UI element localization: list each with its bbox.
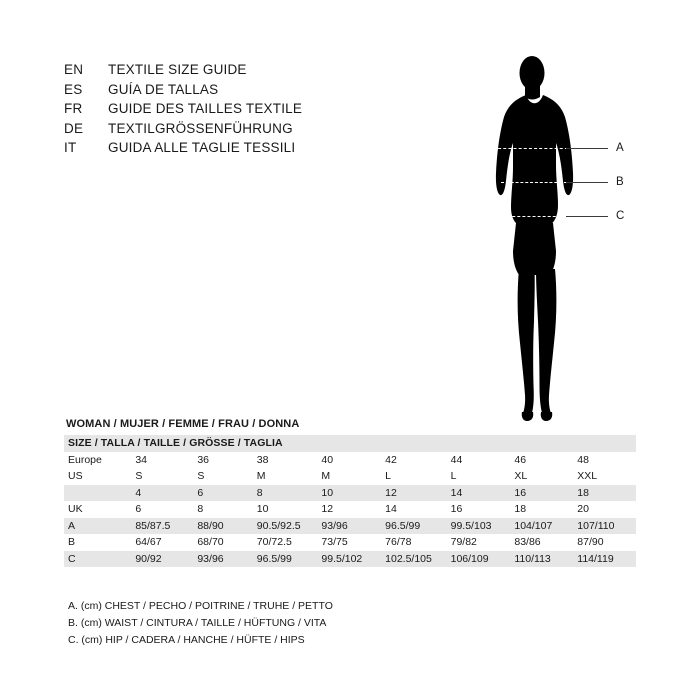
table-group-header: WOMAN / MUJER / FEMME / FRAU / DONNA: [66, 418, 300, 430]
measure-line-c: [492, 216, 576, 217]
title-language-text: GUÍA DE TALLAS: [108, 81, 219, 97]
cell: 12: [317, 501, 381, 518]
title-language-code: DE: [64, 120, 84, 136]
cell: 110/113: [510, 551, 573, 568]
cell: 106/109: [447, 551, 511, 568]
row-label: Europe: [64, 452, 131, 469]
cell: 114/119: [573, 551, 636, 568]
title-language-text: TEXTILE SIZE GUIDE: [108, 62, 247, 77]
cell: XL: [510, 468, 573, 485]
leader-line-c: [566, 216, 608, 217]
cell: 18: [573, 485, 636, 502]
legend-item-b: B. (cm) WAIST / CINTURA / TAILLE / HÜFTUNG / VITA: [68, 617, 327, 629]
size-guide-title-block: [64, 62, 464, 160]
cell: 99.5/103: [447, 518, 511, 535]
cell: 10: [253, 501, 318, 518]
row-label: UK: [64, 501, 131, 518]
table-row: [64, 501, 636, 518]
cell: 76/78: [381, 534, 446, 551]
table-row: [64, 518, 636, 535]
title-row: [64, 121, 464, 141]
cell: 12: [381, 485, 446, 502]
row-label: US: [64, 468, 131, 485]
cell: 6: [131, 501, 193, 518]
title-row: [64, 140, 464, 160]
leader-line-b: [566, 182, 608, 183]
cell: S: [193, 468, 252, 485]
cell: 90.5/92.5: [253, 518, 318, 535]
cell: 8: [193, 501, 252, 518]
cell: 96.5/99: [253, 551, 318, 568]
silhouette-svg: [470, 55, 630, 425]
title-language-code: FR: [64, 101, 83, 116]
measure-label-c: C: [616, 210, 625, 222]
size-table: [64, 435, 636, 567]
cell: 96.5/99: [381, 518, 446, 535]
cell: 42: [381, 452, 446, 469]
leader-line-a: [566, 148, 608, 149]
cell: 16: [510, 485, 573, 502]
table-row: [64, 485, 636, 502]
title-language-text: GUIDA ALLE TAGLIE TESSILI: [108, 140, 296, 155]
row-label: B: [64, 534, 131, 551]
cell: 38: [253, 452, 318, 469]
cell: 46: [510, 452, 573, 469]
cell: M: [317, 468, 381, 485]
size-table-wrapper: [64, 418, 636, 567]
cell: 93/96: [193, 551, 252, 568]
cell: 102.5/105: [381, 551, 446, 568]
cell: 64/67: [131, 534, 193, 551]
legend-item-a: A. (cm) CHEST / PECHO / POITRINE / TRUHE / PETTO: [68, 600, 333, 612]
title-language-code: ES: [64, 81, 83, 97]
cell: 73/75: [317, 534, 381, 551]
cell: 68/70: [193, 534, 252, 551]
cell: 8: [253, 485, 318, 502]
cell: 70/72.5: [253, 534, 318, 551]
cell: 14: [381, 501, 446, 518]
female-body-silhouette: [470, 55, 630, 425]
title-language-text: TEXTILGRÖSSENFÜHRUNG: [108, 120, 293, 136]
cell: 34: [131, 452, 193, 469]
table-row: [64, 551, 636, 568]
cell: 83/86: [510, 534, 573, 551]
title-row: [64, 62, 464, 82]
title-row: [64, 101, 464, 121]
cell: 99.5/102: [317, 551, 381, 568]
cell: 16: [447, 501, 511, 518]
measurement-legend: [64, 598, 564, 649]
cell: L: [381, 468, 446, 485]
table-row: [64, 468, 636, 485]
cell: 6: [193, 485, 252, 502]
cell: L: [447, 468, 511, 485]
cell: 79/82: [447, 534, 511, 551]
cell: 20: [573, 501, 636, 518]
measure-line-b: [501, 182, 567, 183]
cell: 4: [131, 485, 193, 502]
cell: 10: [317, 485, 381, 502]
table-row: [64, 534, 636, 551]
cell: 93/96: [317, 518, 381, 535]
cell: 18: [510, 501, 573, 518]
table-row: [64, 452, 636, 469]
cell: XXL: [573, 468, 636, 485]
cell: 107/110: [573, 518, 636, 535]
cell: 40: [317, 452, 381, 469]
cell: 44: [447, 452, 511, 469]
measure-line-a: [493, 148, 573, 149]
cell: 90/92: [131, 551, 193, 568]
row-label: C: [64, 551, 131, 568]
measure-label-b: B: [616, 176, 624, 188]
row-label: A: [64, 518, 131, 535]
title-row: [64, 82, 464, 102]
cell: 104/107: [510, 518, 573, 535]
cell: 14: [447, 485, 511, 502]
cell: 36: [193, 452, 252, 469]
cell: 85/87.5: [131, 518, 193, 535]
cell: 87/90: [573, 534, 636, 551]
cell: M: [253, 468, 318, 485]
table-row: [64, 435, 636, 452]
legend-item-c: C. (cm) HIP / CADERA / HANCHE / HÜFTE / HIPS: [68, 634, 305, 646]
size-header-cell: SIZE / TALLA / TAILLE / GRÖSSE / TAGLIA: [64, 435, 636, 452]
measure-label-a: A: [616, 142, 624, 154]
row-label: [64, 485, 131, 502]
title-language-code: IT: [64, 140, 77, 155]
cell: 48: [573, 452, 636, 469]
cell: S: [131, 468, 193, 485]
title-language-text: GUIDE DES TAILLES TEXTILE: [108, 101, 303, 116]
title-language-code: EN: [64, 62, 84, 77]
cell: 88/90: [193, 518, 252, 535]
